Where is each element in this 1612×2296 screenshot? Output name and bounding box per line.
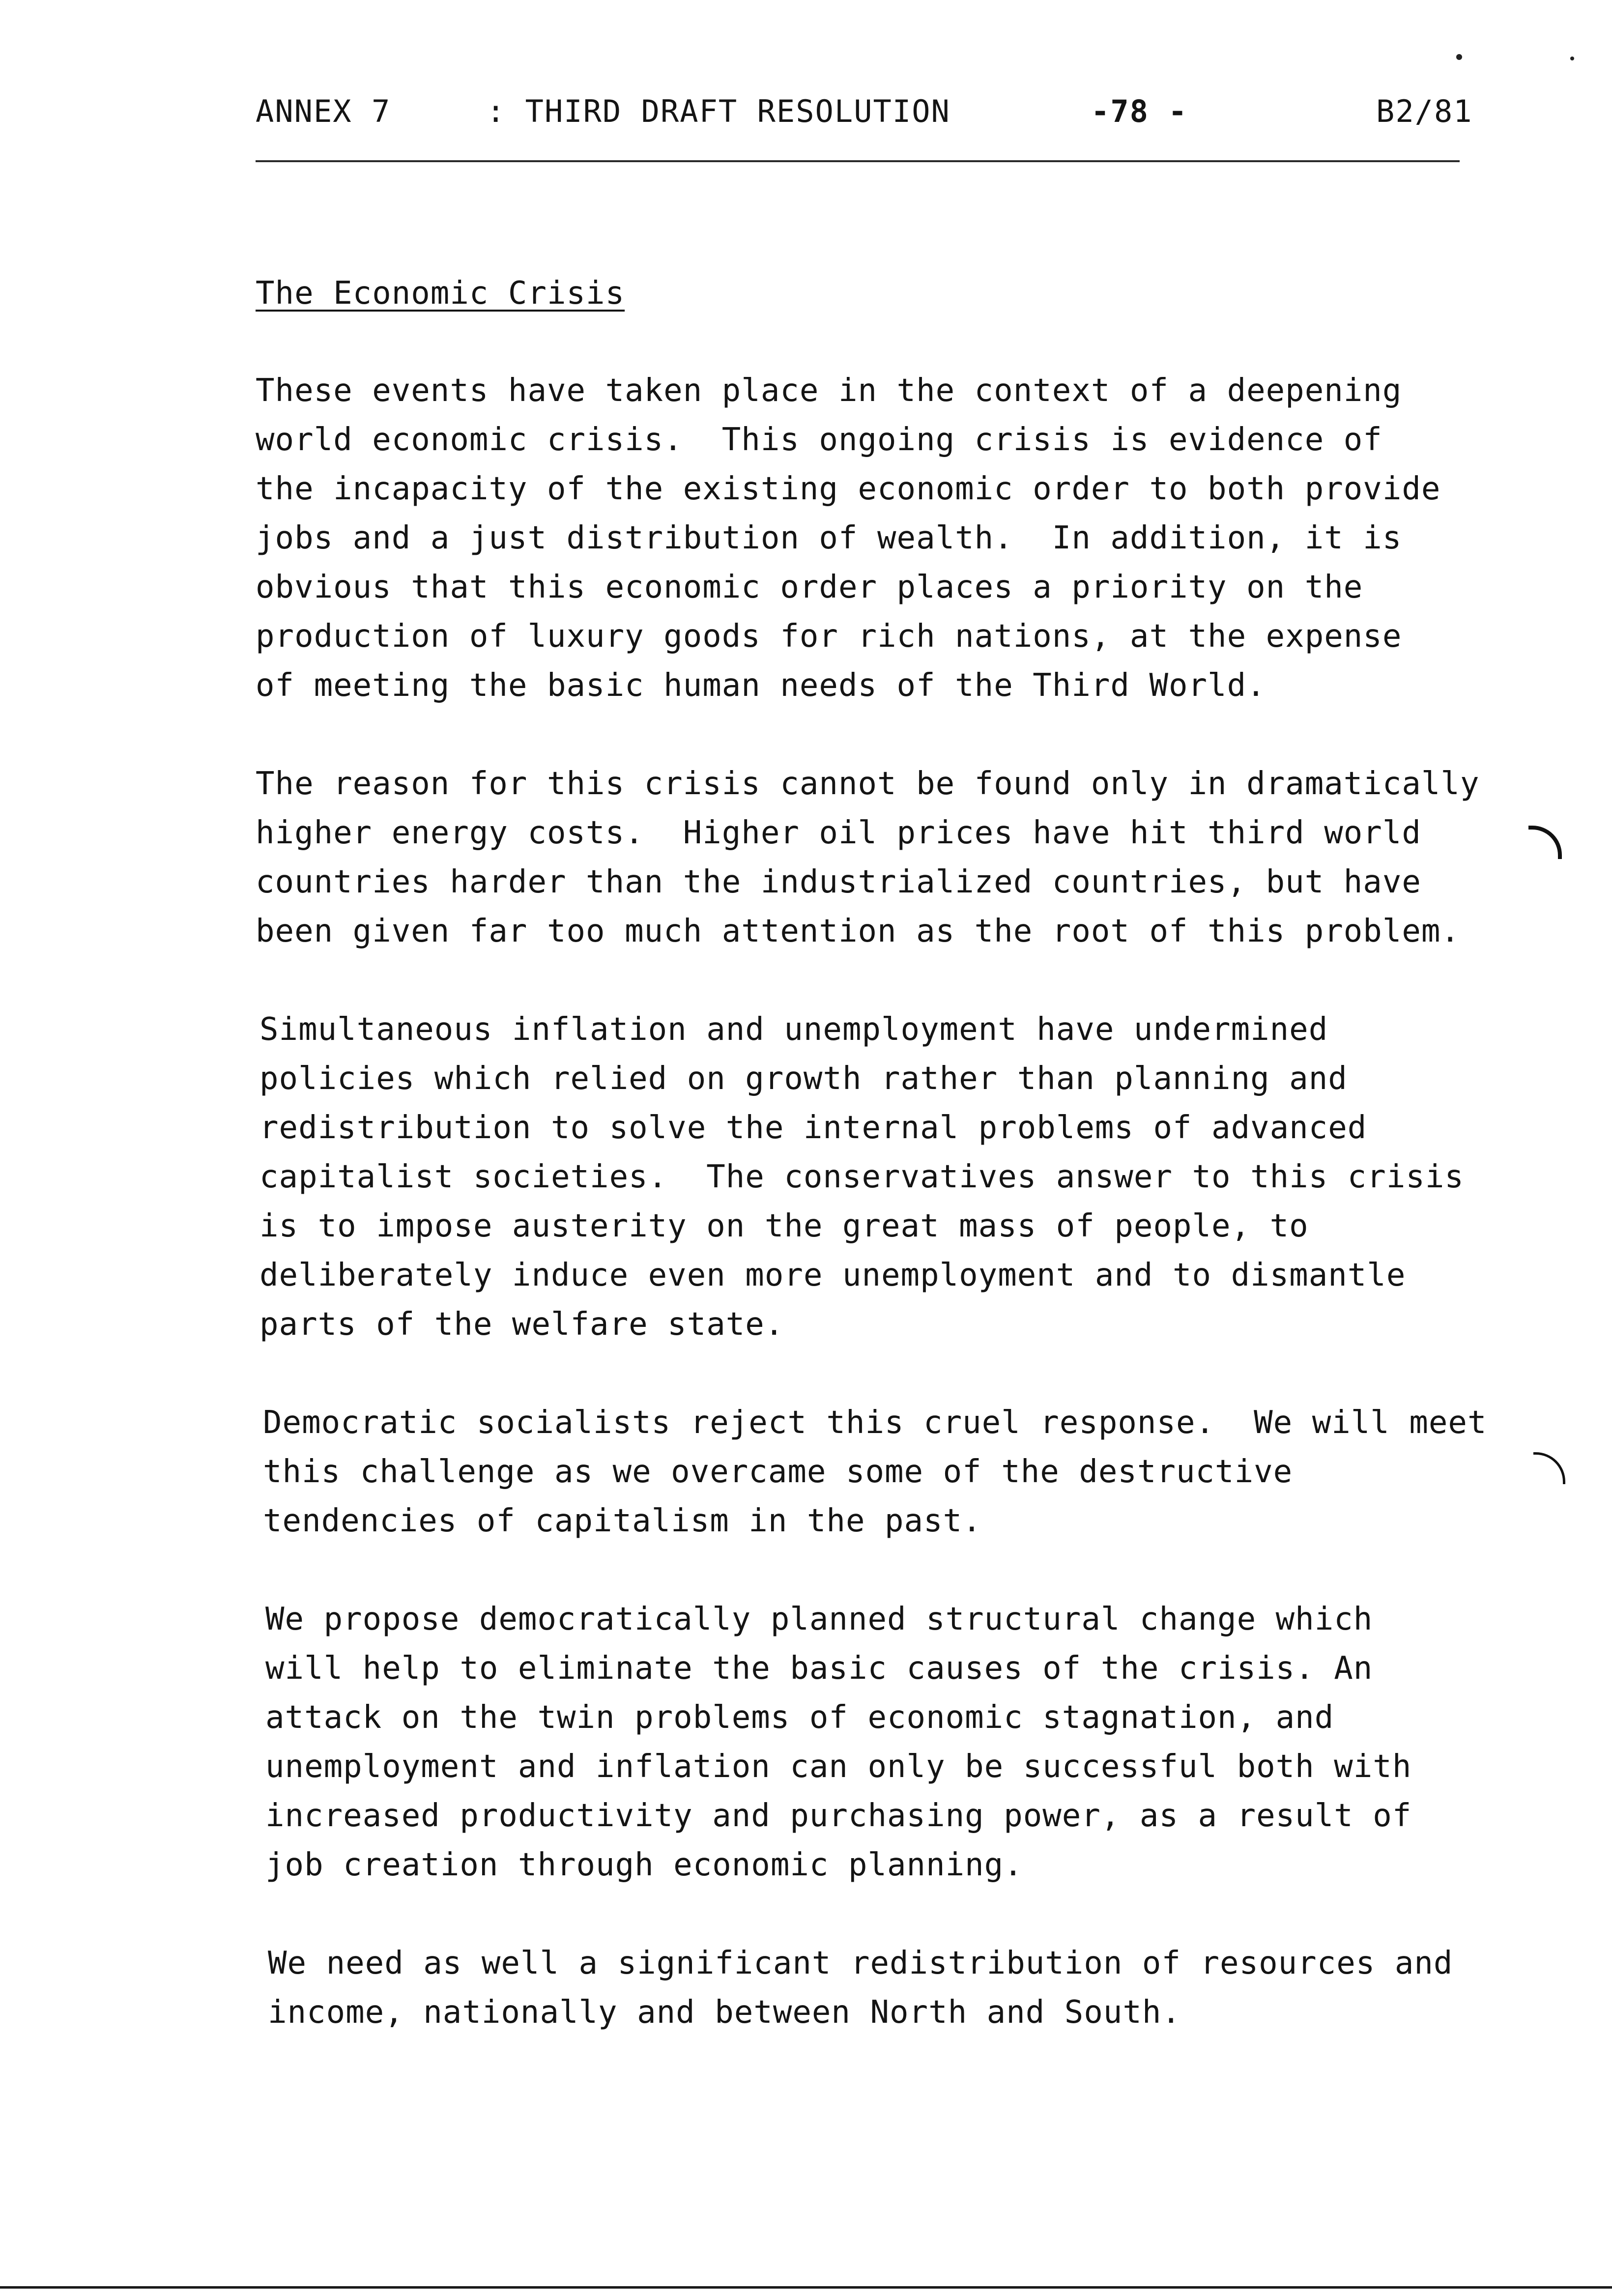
text-line: obvious that this economic order places a priority on the [256,569,1363,605]
document-code: B2/81 [1376,93,1473,129]
text-line: production of luxury goods for rich nations, at the expense [256,618,1402,655]
text-line: countries harder than the industrialized countries, but have [256,864,1421,900]
paragraph-6 [268,1939,1526,2037]
text-line: redistribution to solve the internal problems of advanced [259,1110,1367,1146]
text-line: Democratic socialists reject this cruel response. We will meet [263,1405,1487,1441]
text-line: tendencies of capitalism in the past. [263,1503,982,1539]
text-line: increased productivity and purchasing power, as a result of [265,1798,1412,1834]
margin-bracket-mark [1533,1452,1565,1484]
text-line: capitalist societies. The conservatives answer to this crisis [259,1159,1464,1195]
annex-label: ANNEX 7 [256,93,391,129]
text-line: We need as well a significant redistribution of resources and [268,1945,1453,1981]
text-line: parts of the welfare state. [259,1306,784,1343]
scan-mark-dot [1570,57,1574,60]
text-line: These events have taken place in the context of a deepening [256,373,1402,409]
text-line: Simultaneous inflation and unemployment have undermined [259,1011,1328,1048]
footer-edge-line [0,2286,1612,2289]
text-line: attack on the twin problems of economic stagnation, and [265,1699,1334,1736]
text-line: will help to eliminate the basic causes of the crisis. An [265,1650,1373,1687]
paragraph-1 [256,366,1514,710]
header-divider [256,160,1460,162]
text-line: job creation through economic planning. [265,1847,1023,1883]
text-line: is to impose austerity on the great mass of people, to [259,1208,1309,1244]
text-line: this challenge as we overcame some of the destructive [263,1454,1293,1490]
document-title: : THIRD DRAFT RESOLUTION [487,93,950,129]
text-line: jobs and a just distribution of wealth. In addition, it is [256,520,1402,556]
text-line: The reason for this crisis cannot be found only in dramatically [256,766,1480,802]
paragraph-2 [256,759,1514,956]
text-line: been given far too much attention as the root of this problem. [256,913,1460,949]
section-title: The Economic Crisis [256,275,625,312]
text-line: world economic crisis. This ongoing crisis is evidence of [256,422,1382,458]
text-line: higher energy costs. Higher oil prices have hit third world [256,815,1421,851]
text-line: policies which relied on growth rather than planning and [259,1061,1348,1097]
text-line: We propose democratically planned structural change which [265,1601,1373,1637]
text-line: the incapacity of the existing economic order to both provide [256,471,1441,507]
text-line: deliberately induce even more unemployment and to dismantle [259,1257,1406,1293]
page-number: -78 - [1091,93,1188,129]
paragraph-4 [263,1398,1521,1546]
scan-mark-dot [1456,54,1462,60]
paragraph-3 [259,1005,1518,1349]
page-header [256,93,1473,133]
text-line: unemployment and inflation can only be successful both with [265,1749,1412,1785]
paragraph-5 [265,1595,1524,1890]
text-line: of meeting the basic human needs of the Third World. [256,667,1266,704]
margin-bracket-mark [1528,826,1562,859]
text-line: income, nationally and between North and South. [268,1994,1181,2031]
